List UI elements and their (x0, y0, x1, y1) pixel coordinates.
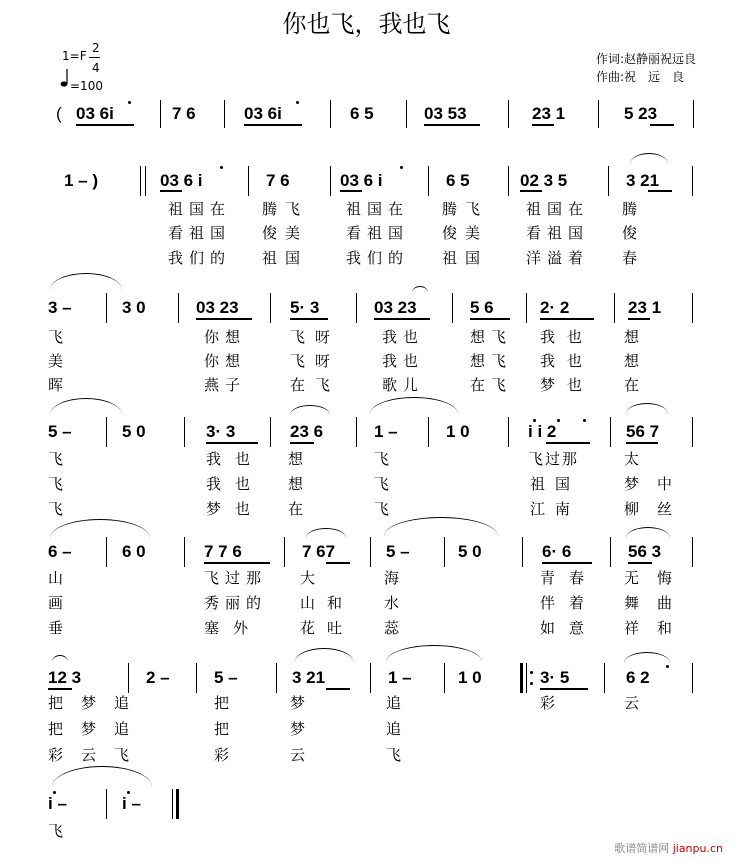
lyric-v1: 祖国在 (168, 200, 232, 218)
lyric-v1: 云 (624, 694, 640, 712)
bar-line (178, 293, 179, 323)
bar-line (444, 663, 445, 693)
underline-beam (540, 688, 588, 690)
lyric-v3: 歌儿 (382, 376, 425, 394)
bar-line (692, 293, 693, 323)
lyric-v3: 如意 (540, 619, 599, 637)
repeat-bar-thick (520, 663, 523, 693)
note-group: 3 – (48, 298, 72, 317)
lyric-v3: 我们的 (168, 249, 232, 267)
lyric-v1: 想飞 (470, 328, 513, 346)
octave-dot (533, 419, 536, 422)
final-bar-thin (172, 789, 173, 819)
lyric-v2: 把梦追 (48, 720, 148, 738)
lyric-v1: 飞过那 (204, 569, 268, 587)
note-group: 03 53 (424, 104, 467, 123)
bar-line (106, 417, 107, 447)
octave-dot (296, 101, 299, 104)
note-group: 3 0 (122, 298, 146, 317)
underline-beam (160, 190, 182, 192)
lyric-v3: 我们的 (346, 249, 410, 267)
note-group: 03 23 (374, 298, 417, 317)
note-group: i i 2 (528, 422, 557, 441)
lyric-v1: 飞呀 (290, 328, 341, 346)
note-group: 1 – (374, 422, 398, 441)
time-signature-top: 2 (92, 41, 100, 55)
slur-arc (384, 517, 498, 536)
underline-beam (424, 124, 480, 126)
tempo-marking: =100 (70, 79, 103, 93)
note-group: 1 – ) (64, 171, 99, 190)
bar-line (184, 537, 185, 567)
note-group: 23 1 (532, 104, 566, 123)
lyric-v2: 看祖国 (168, 224, 232, 242)
bar-line (452, 293, 453, 323)
bar-line (610, 417, 611, 447)
final-bar-thick (176, 789, 179, 819)
bar-line (196, 663, 197, 693)
octave-dot (128, 101, 131, 104)
song-title: 你也飞，我也飞 (282, 10, 451, 38)
note-group: 3 21 (292, 668, 326, 687)
note-group: 7 7 6 (204, 542, 242, 561)
lyric-v3: 江南 (530, 500, 581, 518)
note-group: 3· 5 (540, 668, 570, 687)
lyric-v2: 看祖国 (526, 224, 590, 242)
bar-line (614, 293, 615, 323)
lyric-v2: 我也 (382, 352, 425, 370)
lyric-v1: 青春 (540, 569, 599, 587)
bar-line (692, 537, 693, 567)
note-group: i – (122, 794, 141, 813)
bar-line (526, 293, 527, 323)
bar-line (106, 537, 107, 567)
lyric-v2: 俊美 (442, 224, 489, 242)
lyric-v1: 飞 (48, 328, 64, 346)
underline-beam (540, 318, 594, 320)
lyric-v1: 腾 (622, 200, 638, 218)
bar-line (693, 100, 694, 128)
slur-arc (412, 286, 428, 293)
lyric-v3: 祖国 (442, 249, 489, 267)
bar-line (508, 417, 509, 447)
bar-line (522, 537, 523, 567)
lyric-v1: 海 (384, 569, 400, 587)
lyric-v1: 梦 (290, 694, 306, 712)
note-group: i – (48, 794, 67, 813)
note-group: 1 0 (458, 668, 482, 687)
note-group: 7 6 (266, 171, 290, 190)
slur-arc (50, 519, 150, 538)
slur-arc (624, 652, 670, 663)
slur-arc (50, 398, 122, 415)
bar-line (106, 789, 107, 819)
bar-line (692, 166, 693, 196)
note-group: 2· 2 (540, 298, 570, 317)
bar-line (184, 417, 185, 447)
octave-dot (127, 791, 130, 794)
bar-line (284, 537, 285, 567)
note-group: 5 – (386, 542, 410, 561)
octave-dot (666, 665, 669, 668)
lyric-v3: 柳丝 (624, 500, 691, 518)
underline-beam (542, 562, 592, 564)
bar-line (428, 166, 429, 196)
lyric-v1: 祖国在 (346, 200, 410, 218)
lyric-v1: 我也 (206, 450, 265, 468)
bar-line (508, 100, 509, 128)
lyric-v3: 在 (288, 500, 304, 518)
lyric-v2: 秀丽的 (204, 594, 268, 612)
underline-beam (290, 318, 328, 320)
bar-line (330, 166, 331, 196)
lyric-v1: 想 (288, 450, 304, 468)
underline-beam (206, 442, 258, 444)
lyric-v2: 山和 (300, 594, 355, 612)
lyric-v1: 大 (300, 569, 316, 587)
note-group: 03 23 (196, 298, 239, 317)
lyric-v1: 把梦追 (48, 694, 148, 712)
note-group: 5 6 (470, 298, 494, 317)
slur-arc (370, 397, 458, 414)
bar-line (128, 663, 129, 693)
note-group: 1 0 (446, 422, 470, 441)
intro-open-paren: ( (56, 104, 62, 123)
octave-dot (557, 419, 560, 422)
octave-dot (220, 166, 223, 169)
bar-line (428, 417, 429, 447)
lyric-v1: 彩 (540, 694, 556, 712)
underline-beam (520, 190, 542, 192)
underline-beam (290, 442, 314, 444)
lyric-v3: 云 (290, 746, 306, 764)
lyric-v3: 祥和 (624, 619, 691, 637)
octave-dot (53, 791, 56, 794)
underline-beam (532, 124, 554, 126)
lyric-v3: 塞外 (204, 619, 263, 637)
lyric-v1: 我也 (540, 328, 595, 346)
note-group: 03 6i (244, 104, 282, 123)
bar-line (370, 663, 371, 693)
slur-arc (52, 766, 152, 787)
lyric-v2: 梦 (290, 720, 306, 738)
note-group: 56 7 (626, 422, 660, 441)
octave-dot (583, 419, 586, 422)
key-signature: 1=F (62, 49, 87, 63)
lyric-v3: 在 (624, 376, 640, 394)
repeat-bar-thin (526, 663, 527, 693)
note-group: 6 – (48, 542, 72, 561)
lyric-v2: 祖国 (530, 475, 581, 493)
lyric-v2: 把 (214, 720, 230, 738)
note-group: 03 6 i (160, 171, 203, 190)
slur-arc (386, 645, 482, 662)
slur-arc (50, 273, 122, 290)
bar-line (444, 537, 445, 567)
lyric-v2: 飞 (48, 475, 64, 493)
slur-arc (294, 648, 354, 663)
bar-line (370, 537, 371, 567)
note-group: 03 6 i (340, 171, 383, 190)
note-group: 5 23 (624, 104, 658, 123)
bar-line (406, 100, 407, 128)
time-signature-bottom: 4 (92, 61, 100, 75)
underline-beam (650, 124, 674, 126)
lyric-v1: 我也 (382, 328, 425, 346)
lyric-v1: 把 (214, 694, 230, 712)
note-group: 3· 3 (206, 422, 236, 441)
lyric-v3: 梦也 (206, 500, 265, 518)
note-group: 6 5 (446, 171, 470, 190)
note-group: 1 – (388, 668, 412, 687)
underline-beam (340, 190, 362, 192)
lyric-v1: 追 (386, 694, 402, 712)
lyric-v3: 飞 (386, 746, 402, 764)
note-group: 5 – (214, 668, 238, 687)
underline-beam (628, 318, 650, 320)
lyricist-credit: 作词:赵静丽祝远良 (596, 52, 697, 66)
bar-line (160, 100, 161, 128)
bar-line (270, 417, 271, 447)
lyric-v2: 飞呀 (290, 352, 341, 370)
underline-beam (470, 318, 510, 320)
lyric-v1: 祖国在 (526, 200, 590, 218)
note-group: 5 0 (458, 542, 482, 561)
lyric-v3: 在飞 (290, 376, 341, 394)
slur-arc (306, 528, 346, 538)
underline-beam (326, 562, 350, 564)
bar-line (598, 100, 599, 128)
bar-line (610, 537, 611, 567)
bar-line (692, 417, 693, 447)
lyric-v3: 燕子 (204, 376, 247, 394)
octave-dot (400, 166, 403, 169)
bar-line (276, 663, 277, 693)
note-group: 6 5 (350, 104, 374, 123)
note-group: 7 67 (302, 542, 336, 561)
time-signature-line (89, 57, 100, 58)
lyric-v2: 想飞 (470, 352, 513, 370)
lyric-v2: 你想 (204, 352, 247, 370)
underline-beam (204, 562, 270, 564)
underline-beam (546, 442, 590, 444)
lyric-v3: 飞 (374, 500, 390, 518)
lyric-v2: 想 (624, 352, 640, 370)
lyric-v2: 俊美 (262, 224, 309, 242)
lyric-v1: 太 (624, 450, 640, 468)
bar-line (604, 663, 605, 693)
underline-beam (626, 442, 658, 444)
note-group: 23 6 (290, 422, 324, 441)
lyric-v3: 春 (622, 249, 638, 267)
underline-beam (48, 688, 72, 690)
lyric-v2: 我也 (206, 475, 265, 493)
watermark (614, 840, 723, 856)
lyric-v3: 花吐 (300, 619, 355, 637)
note-group: 03 6i (76, 104, 114, 123)
underline-beam (196, 318, 252, 320)
watermark-site: 歌谱简谱网 (614, 842, 670, 855)
note-group: 56 3 (628, 542, 662, 561)
bar-line (356, 293, 357, 323)
lyric-v2: 水 (384, 594, 400, 612)
note-group: 6 0 (122, 542, 146, 561)
lyric-v3: 飞 (48, 500, 64, 518)
lyric-v2: 美 (48, 352, 64, 370)
bar-line (330, 100, 331, 128)
repeat-dot (530, 682, 533, 685)
slur-arc (626, 403, 668, 414)
lyric-v3: 洋溢着 (526, 249, 590, 267)
note-group: 7 6 (172, 104, 196, 123)
note-group: 5· 3 (290, 298, 320, 317)
lyric-v1: 腾飞 (442, 200, 489, 218)
slur-arc (52, 655, 68, 662)
lyric-v3: 晖 (48, 376, 64, 394)
lyric-v3: 彩云飞 (48, 746, 148, 764)
lyric-v3: 祖国 (262, 249, 309, 267)
note-group: 5 0 (122, 422, 146, 441)
lyric-v1: 无悔 (624, 569, 691, 587)
underline-beam (628, 562, 652, 564)
underline-beam (648, 190, 672, 192)
bar-line (248, 166, 249, 196)
lyric-v1: 飞 (48, 450, 64, 468)
bar-line (106, 293, 107, 323)
watermark-url: jianpu.cn (672, 842, 723, 855)
lyric-v2: 追 (386, 720, 402, 738)
note-group: 2 – (146, 668, 170, 687)
lyric-v2: 舞曲 (624, 594, 691, 612)
lyric-v2: 看祖国 (346, 224, 410, 242)
note-group: 6· 6 (542, 542, 572, 561)
slur-arc (290, 405, 330, 415)
lyric-v1: 飞过那 (528, 450, 580, 468)
lyric-v2: 飞 (374, 475, 390, 493)
bar-line (508, 166, 509, 196)
lyric-v2: 俊 (622, 224, 638, 242)
note-group: 02 3 5 (520, 171, 568, 190)
repeat-dot (530, 671, 533, 674)
lyric-v2: 画 (48, 594, 64, 612)
bar-line (140, 166, 141, 196)
bar-line (356, 417, 357, 447)
underline-beam (244, 124, 302, 126)
slur-arc (630, 153, 668, 164)
lyric-v3: 蕊 (384, 619, 400, 637)
lyric-v1: 飞 (374, 450, 390, 468)
lyric-v1: 想 (624, 328, 640, 346)
composer-credit: 作曲:祝 远 良 (596, 70, 685, 84)
lyric-v3: 彩 (214, 746, 230, 764)
note-group: 12 3 (48, 668, 82, 687)
lyric-v3: 梦也 (540, 376, 595, 394)
note-group: 5 – (48, 422, 72, 441)
slur-arc (626, 527, 670, 538)
underline-beam (76, 124, 134, 126)
lyric-v1: 飞 (48, 822, 64, 840)
underline-beam (374, 318, 430, 320)
lyric-v2: 伴着 (540, 594, 599, 612)
lyric-v1: 山 (48, 569, 64, 587)
lyric-v3: 在飞 (470, 376, 513, 394)
bar-line (608, 166, 609, 196)
bar-line (224, 100, 225, 128)
bar-line (270, 293, 271, 323)
lyric-v3: 垂 (48, 619, 64, 637)
lyric-v2: 梦中 (624, 475, 691, 493)
lyric-v1: 你想 (204, 328, 247, 346)
bar-line (692, 663, 693, 693)
note-group: 23 1 (628, 298, 662, 317)
lyric-v2: 想 (288, 475, 304, 493)
note-group: 6 2 (626, 668, 650, 687)
lyric-v1: 腾飞 (262, 200, 309, 218)
lyric-v2: 我也 (540, 352, 595, 370)
underline-beam (326, 688, 350, 690)
note-group: 3 21 (626, 171, 660, 190)
bar-line (145, 166, 146, 196)
